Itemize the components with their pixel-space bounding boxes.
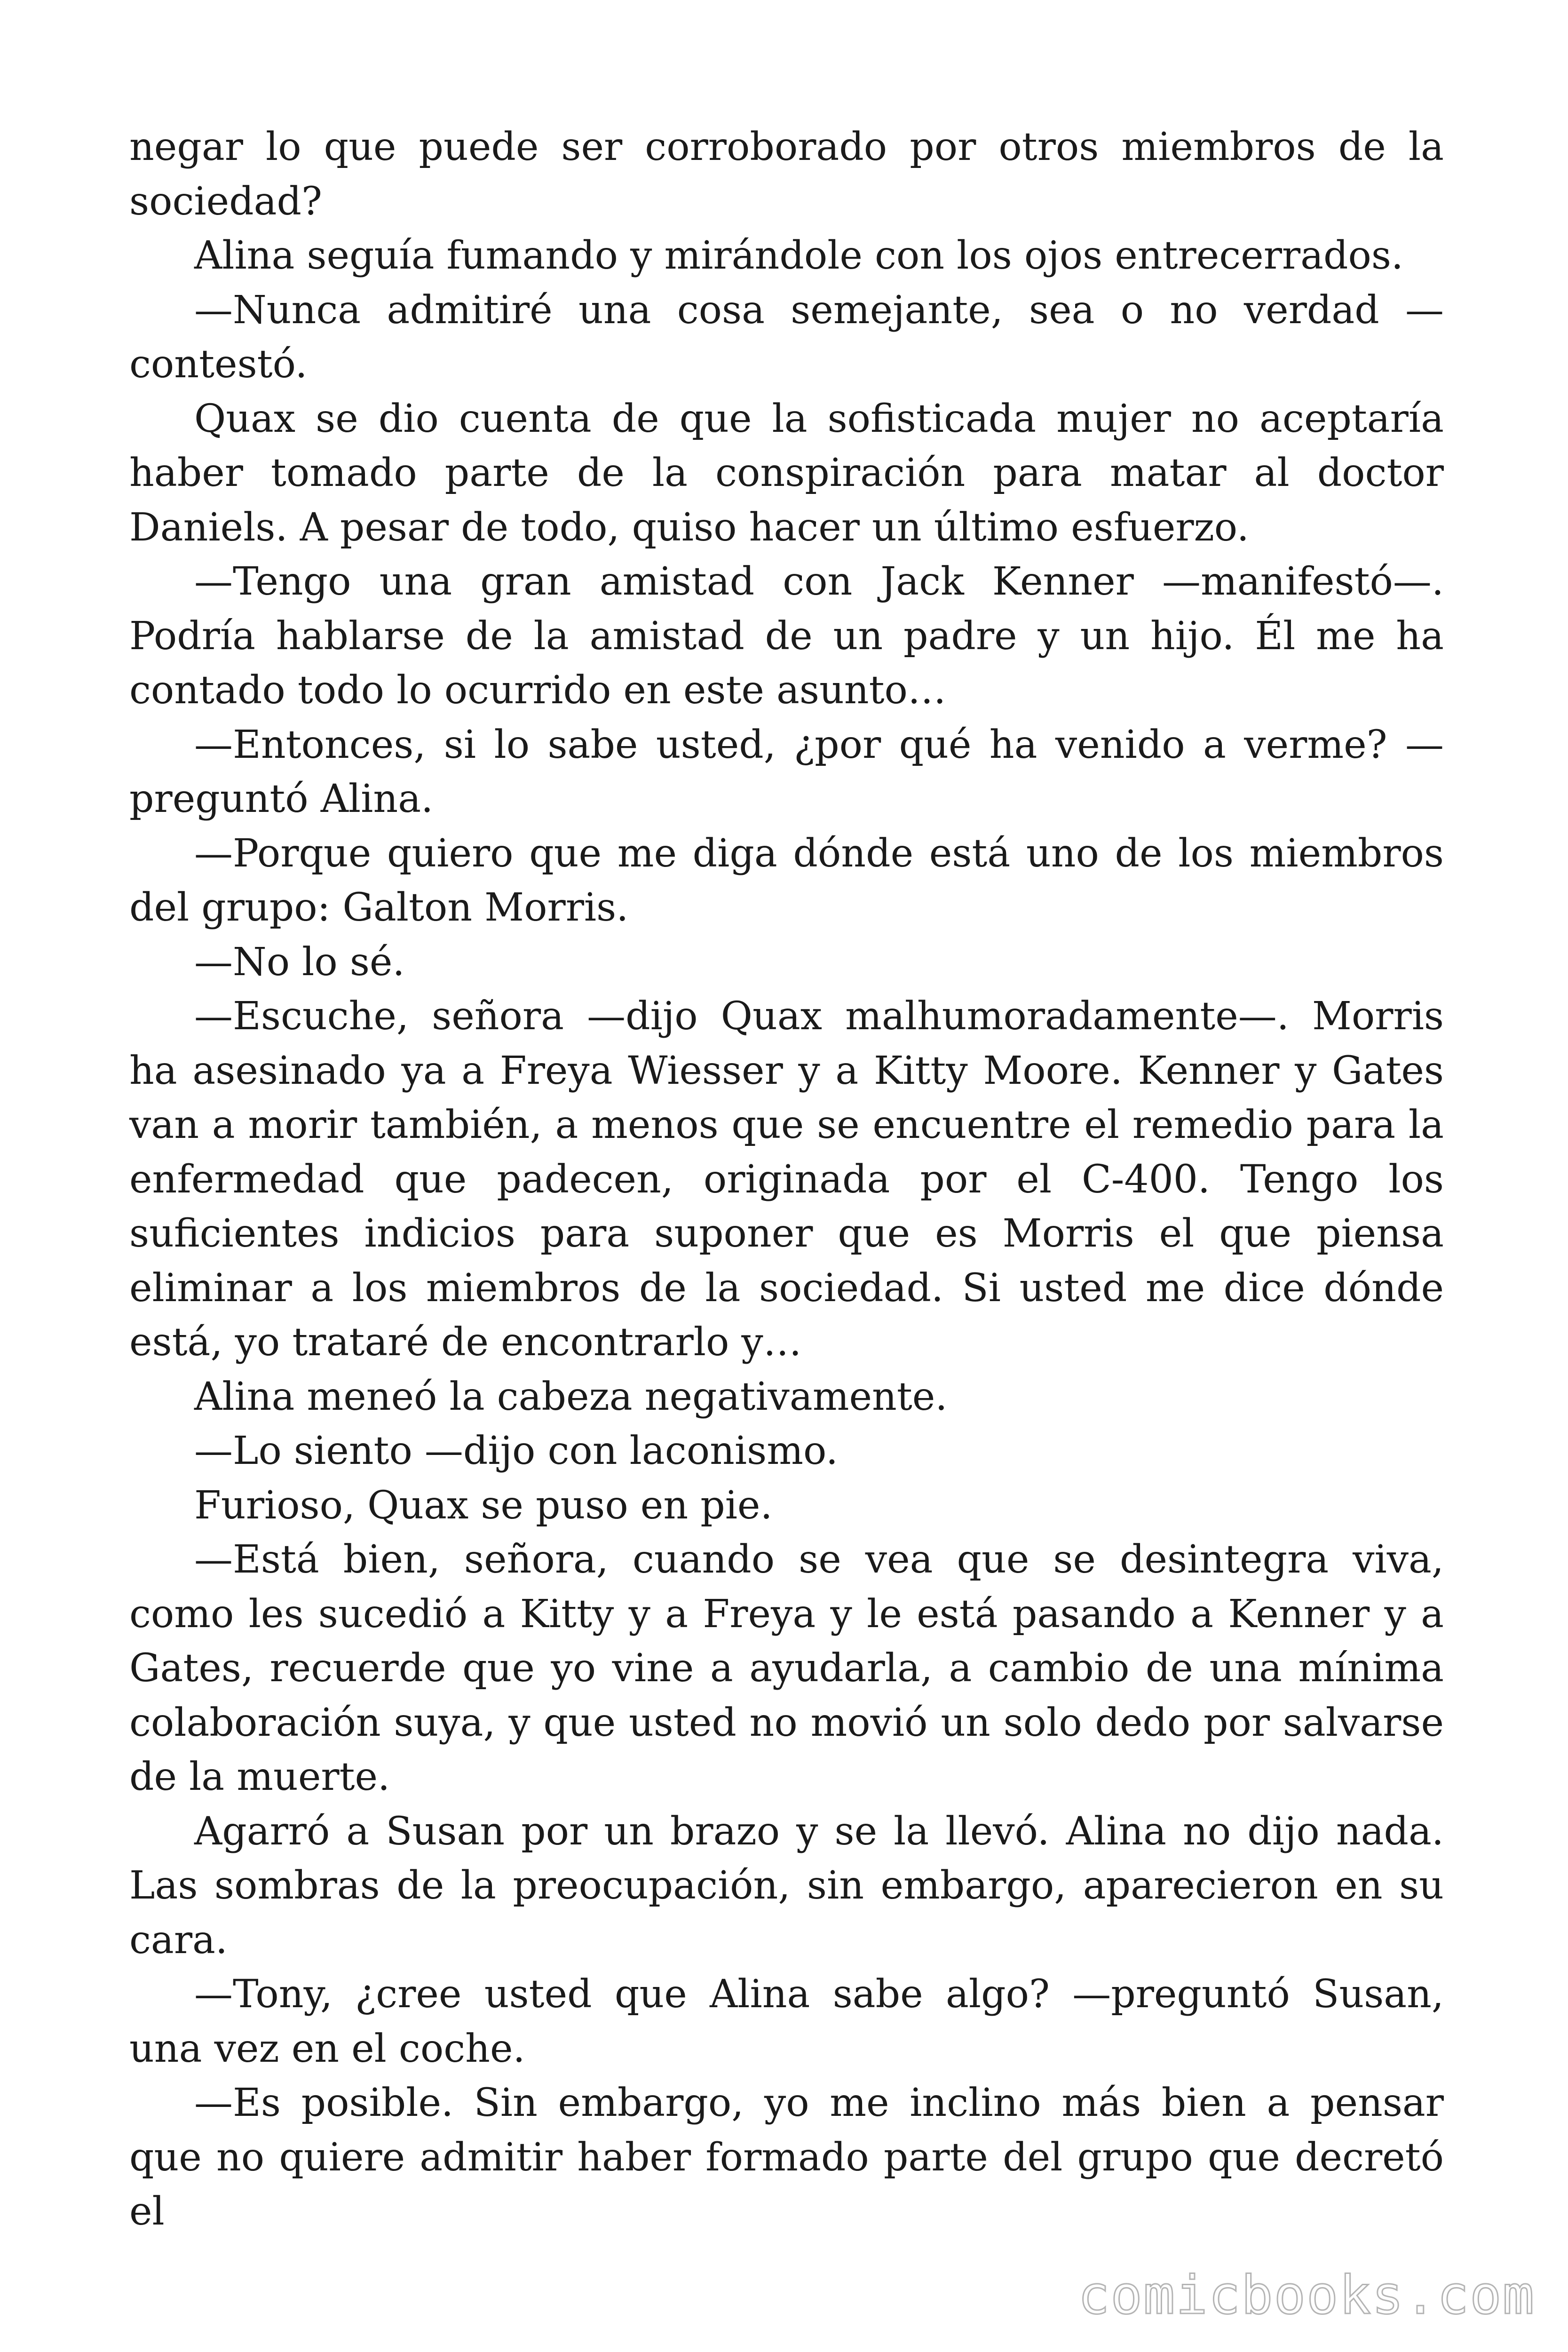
paragraph: —No lo sé. xyxy=(194,939,405,985)
page-body xyxy=(129,120,1444,2239)
paragraph: —Entonces, si lo sabe usted, ¿por qué ha venido a verme? —preguntó Alina. xyxy=(129,722,1444,821)
paragraph: negar lo que puede ser corroborado por otros miembros de la sociedad? xyxy=(129,125,1444,224)
paragraph: —Tengo una gran amistad con Jack Kenner —manifestó—. Podría hablarse de la amistad de un padre y un hijo. Él me ha contado todo lo ocurrido en este asunto… xyxy=(129,559,1444,713)
paragraph: —Tony, ¿cree usted que Alina sabe algo? —preguntó Susan, una vez en el coche. xyxy=(129,1972,1444,2071)
paragraph: Quax se dio cuenta de que la sofisticada mujer no aceptaría haber tomado parte de la conspiración para matar al doctor Daniels. A pesar de todo, quiso hacer un último esfuerzo. xyxy=(129,396,1444,550)
paragraph: Furioso, Quax se puso en pie. xyxy=(194,1483,773,1528)
paragraph: —Está bien, señora, cuando se vea que se desintegra viva, como les sucedió a Kitty y a Freya y le está pasando a Kenner y a Gates, recuerde que yo vine a ayudarla, a cambio de una mínima colaboración suya, y que usted no movió un solo dedo por salvarse de la muerte. xyxy=(129,1537,1444,1799)
paragraph: Alina meneó la cabeza negativamente. xyxy=(194,1374,948,1419)
paragraph: —Lo siento —dijo con laconismo. xyxy=(194,1429,838,1473)
paragraph: Alina seguía fumando y mirándole con los ojos entrecerrados. xyxy=(194,233,1403,278)
paragraph: —Es posible. Sin embargo, yo me inclino más bien a pensar que no quiere admitir haber formado parte del grupo que decretó el xyxy=(129,2081,1444,2234)
paragraph: —Porque quiero que me diga dónde está uno de los miembros del grupo: Galton Morris. xyxy=(129,831,1444,930)
watermark: comicbooks.com xyxy=(1077,2265,1535,2326)
paragraph: —Escuche, señora —dijo Quax malhumoradamente—. Morris ha asesinado ya a Freya Wiesser y a Kitty Moore. Kenner y Gates van a morir también, a menos que se encuentre el remedio para la enfermedad que padecen, originada por el C-400. Tengo los suficientes indicios para suponer que es Morris el que piensa eliminar a los miembros de la sociedad. Si usted me dice dónde está, yo trataré de encontrarlo y… xyxy=(129,994,1444,1365)
paragraph: Agarró a Susan por un brazo y se la llevó. Alina no dijo nada. Las sombras de la preocupación, sin embargo, aparecieron en su cara. xyxy=(129,1809,1444,1963)
paragraph: —Nunca admitiré una cosa semejante, sea o no verdad —contestó. xyxy=(129,287,1444,387)
